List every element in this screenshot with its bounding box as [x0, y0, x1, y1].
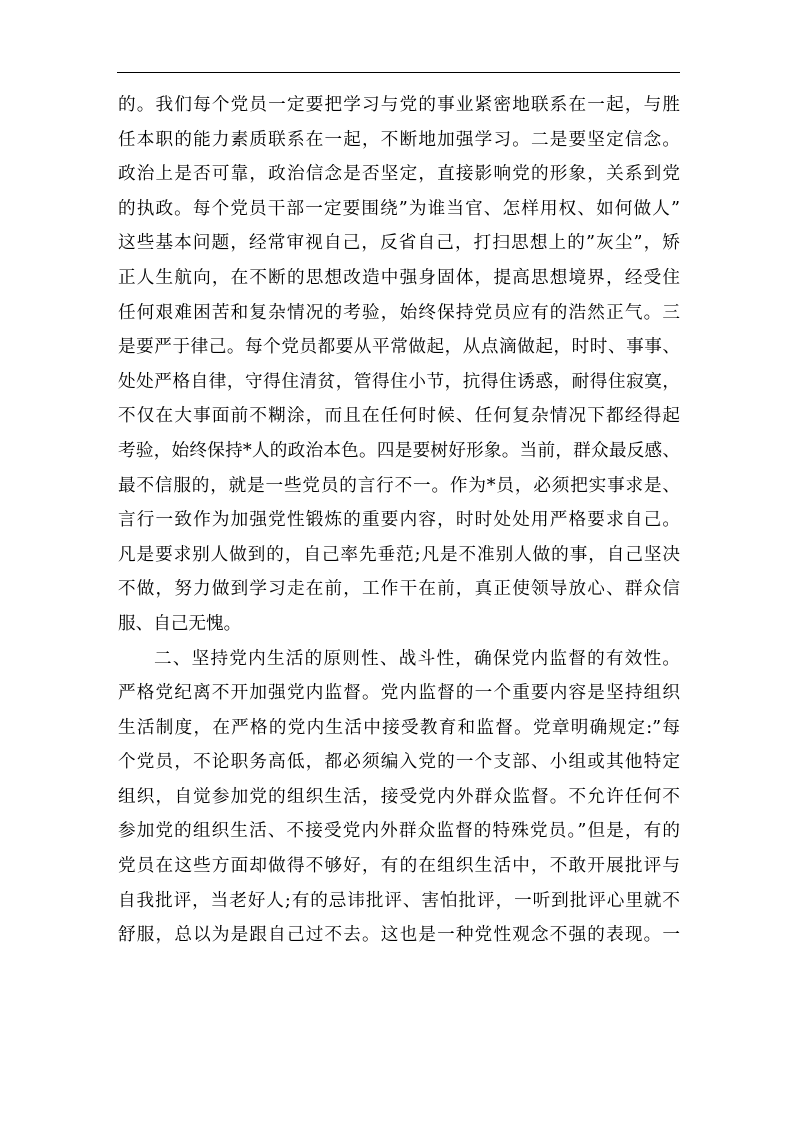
- text-line: 正人生航向，在不断的思想改造中强身固体，提高思想境界，经受住: [118, 267, 680, 288]
- text-line: 党员在这些方面却做得不够好，有的在组织生活中，不敢开展批评与: [118, 856, 680, 877]
- text-line: 的执政。每个党员干部一定要围绕”为谁当官、怎样用权、如何做人”: [118, 198, 680, 219]
- text-line: 处处严格自律，守得住清贫，管得住小节，抗得住诱惑，耐得住寂寞，: [118, 371, 680, 392]
- text-line: 最不信服的，就是一些党员的言行不一。作为*员，必须把实事求是、: [118, 475, 680, 496]
- paragraph-end-line: 服、自己无愧。: [118, 613, 242, 634]
- header-rule: [117, 72, 680, 73]
- text-line: 任本职的能力素质联系在一起，不断地加强学习。二是要坚定信念。: [118, 129, 680, 150]
- text-line: 参加党的组织生活、不接受党内外群众监督的特殊党员。”但是，有的: [118, 821, 680, 842]
- text-line: 舒服，总以为是跟自己过不去。这也是一种党性观念不强的表现。一: [118, 925, 680, 946]
- text-line: 这些基本问题，经常审视自己，反省自己，打扫思想上的”灰尘”，矫: [118, 233, 680, 254]
- body-text: [118, 88, 680, 953]
- text-line: 考验，始终保持*人的政治本色。四是要树好形象。当前，群众最反感、: [118, 440, 680, 461]
- text-line: 是要严于律己。每个党员都要从平常做起，从点滴做起，时时、事事、: [118, 337, 680, 358]
- text-line: 的。我们每个党员一定要把学习与党的事业紧密地联系在一起，与胜: [118, 95, 680, 115]
- text-line: 不做，努力做到学习走在前，工作干在前，真正使领导放心、群众信: [118, 579, 680, 600]
- text-line: 任何艰难困苦和复杂情况的考验，始终保持党员应有的浩然正气。三: [118, 302, 680, 323]
- text-line: 凡是要求别人做到的，自己率先垂范;凡是不准别人做的事，自己坚决: [118, 544, 680, 565]
- text-line: 个党员，不论职务高低，都必须编入党的一个支部、小组或其他特定: [118, 752, 680, 773]
- text-line: 自我批评，当老好人;有的忌讳批评、害怕批评，一听到批评心里就不: [118, 890, 680, 911]
- text-line: 组织，自觉参加党的组织生活，接受党内外群众监督。不允许任何不: [118, 786, 680, 807]
- text-line: 言行一致作为加强党性锻炼的重要内容，时时处处用严格要求自己。: [118, 510, 680, 531]
- text-line: 生活制度，在严格的党内生活中接受教育和监督。党章明确规定:”每: [118, 717, 680, 738]
- text-line: 不仅在大事面前不糊涂，而且在任何时候、任何复杂情况下都经得起: [118, 406, 680, 427]
- section-heading-line: 二、坚持党内生活的原则性、战斗性，确保党内监督的有效性。: [154, 648, 680, 669]
- text-line: 政治上是否可靠，政治信念是否坚定，直接影响党的形象，关系到党: [118, 164, 680, 185]
- text-line: 严格党纪离不开加强党内监督。党内监督的一个重要内容是坚持组织: [118, 683, 680, 704]
